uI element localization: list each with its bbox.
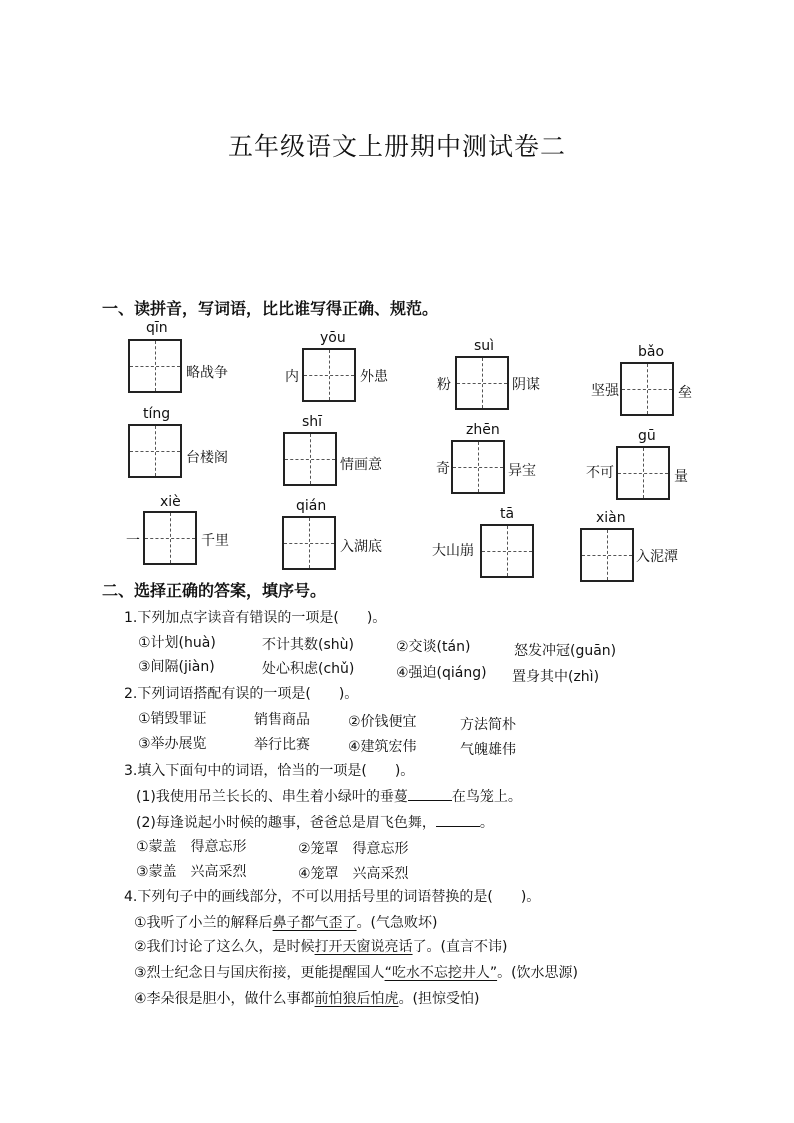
answer-blank[interactable] [436,814,480,827]
section2-heading: 二、选择正确的答案，填序号。 [102,581,327,600]
q3-sentence-2 [136,812,494,832]
q4-line [134,988,480,1008]
q1-option: ①计划(huà) [138,635,216,651]
underlined-phrase: 鼻子都气歪了 [272,915,357,931]
q4-line-tail: 。(担惊受怕) [398,991,480,1007]
underlined-phrase: “吃水不忘挖井人” [384,965,498,981]
pinyin-label: zhēn [466,422,500,438]
q4-line-text: ②我们讨论了这么久，是时候 [134,939,315,955]
word-suffix: 阴谋 [512,377,540,393]
pinyin-label: tā [500,506,515,522]
q2-option: ④建筑宏伟 [348,739,417,755]
question-1-stem: 1.下列加点字读音有错误的一项是( )。 [124,610,387,626]
answer-blank[interactable] [408,788,452,801]
section1-heading: 一、读拼音，写词语，比比谁写得正确、规范。 [102,299,439,318]
writing-grid-box[interactable] [451,440,505,494]
word-suffix: 入湖底 [340,539,382,555]
word-suffix: 垒 [678,385,692,401]
q4-line-text: ④李朵很是胆小，做什么事都 [134,991,315,1007]
q2-option: 方法简朴 [460,717,516,733]
writing-grid-box[interactable] [580,528,634,582]
q3-option: ②笼罩 得意忘形 [298,841,409,857]
writing-grid-box[interactable] [620,362,674,416]
q4-line-tail: 。(气急败坏) [356,915,438,931]
q3-sentence-1-tail: 在鸟笼上。 [451,789,522,805]
pinyin-label: xiàn [596,510,626,526]
pinyin-label: tíng [143,406,171,422]
q1-option: ④强迫(qiáng) [396,665,487,681]
word-prefix: 粉 [437,377,451,393]
question-4-stem: 4.下列句子中的画线部分，不可以用括号里的词语替换的是( )。 [124,889,541,905]
word-suffix: 台楼阁 [186,450,228,466]
writing-grid-box[interactable] [480,524,534,578]
q3-sentence-2-tail: 。 [479,815,494,831]
question-2-stem: 2.下列词语搭配有误的一项是( )。 [124,686,359,702]
q4-line [134,912,438,932]
word-prefix: 一 [126,533,140,549]
writing-grid-box[interactable] [128,424,182,478]
q1-option: 处心积虑(chǔ) [262,661,355,677]
word-prefix: 奇 [436,461,450,477]
word-suffix: 情画意 [340,457,382,473]
question-3-stem: 3.填入下面句中的词语，恰当的一项是( )。 [124,763,415,779]
q3-sentence-2-text: (2)每逢说起小时候的趣事，爸爸总是眉飞色舞， [136,815,436,831]
q3-option: ①蒙盖 得意忘形 [136,839,247,855]
q4-line [134,962,578,982]
q3-sentence-1-text: (1)我使用吊兰长长的、串生着小绿叶的垂蔓 [136,789,408,805]
q1-option: 置身其中(zhì) [512,669,600,685]
word-suffix: 量 [674,469,688,485]
q2-option: ③举办展览 [138,736,207,752]
word-prefix: 内 [285,369,299,385]
pinyin-label: qián [296,498,327,514]
q1-option: 怒发冲冠(guān) [514,643,617,659]
word-prefix: 大山崩 [432,543,474,559]
writing-grid-box[interactable] [455,356,509,410]
pinyin-label: shī [302,414,323,430]
pinyin-label: gū [638,428,656,444]
q2-option: 销售商品 [254,712,310,728]
underlined-phrase: 打开天窗说亮话 [314,939,413,955]
q3-option: ③蒙盖 兴高采烈 [136,864,247,880]
q4-line-tail: 了。(直言不讳) [412,939,508,955]
underlined-phrase: 前怕狼后怕虎 [314,991,399,1007]
q1-option: ③间隔(jiàn) [138,659,215,675]
word-suffix: 异宝 [508,463,536,479]
writing-grid-box[interactable] [282,516,336,570]
word-prefix: 不可 [586,465,614,481]
q2-option: 举行比赛 [254,737,310,753]
writing-grid-box[interactable] [302,348,356,402]
word-suffix: 略战争 [186,365,228,381]
q2-option: ①销毁罪证 [138,711,207,727]
q4-line-tail: 。(饮水思源) [497,965,579,981]
q2-option: ②价钱便宜 [348,714,417,730]
q2-option: 气魄雄伟 [460,742,516,758]
q1-option: 不计其数(shù) [262,637,354,653]
pinyin-label: yōu [320,330,346,346]
word-prefix: 坚强 [591,383,619,399]
word-suffix: 入泥潭 [636,549,678,565]
pinyin-label: qīn [146,320,168,336]
q4-line [134,936,508,956]
pinyin-label: xiè [160,494,181,510]
word-suffix: 外患 [360,369,388,385]
q1-option: ②交谈(tán) [396,639,471,655]
q3-option: ④笼罩 兴高采烈 [298,866,409,882]
q3-sentence-1 [136,786,522,806]
q4-line-text: ③烈士纪念日与国庆衔接，更能提醒国人 [134,965,385,981]
pinyin-label: suì [474,338,495,354]
writing-grid-box[interactable] [283,432,337,486]
writing-grid-box[interactable] [128,339,182,393]
word-suffix: 千里 [201,533,229,549]
q4-line-text: ①我听了小兰的解释后 [134,915,273,931]
writing-grid-box[interactable] [143,511,197,565]
page-title: 五年级语文上册期中测试卷二 [227,132,566,161]
writing-grid-box[interactable] [616,446,670,500]
pinyin-label: bǎo [638,344,665,360]
